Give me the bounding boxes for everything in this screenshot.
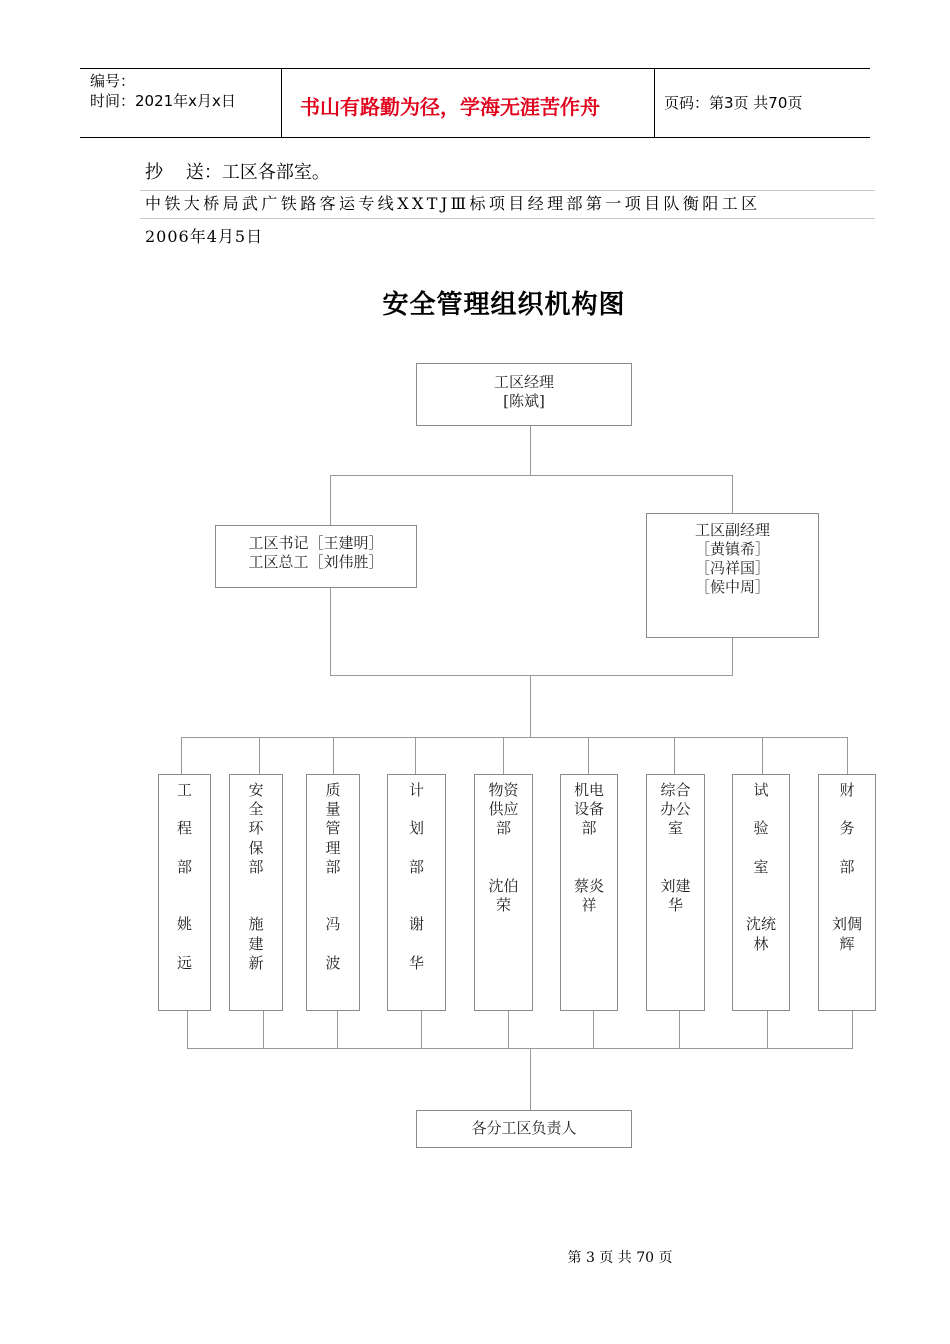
- department-text: [819, 839, 875, 858]
- department-box: [158, 774, 211, 1011]
- department-text: 质: [325, 781, 341, 799]
- department-text: 波: [325, 953, 341, 972]
- department-text: 试: [753, 781, 769, 799]
- connector-line: [333, 737, 334, 774]
- department-text: 部: [325, 857, 341, 876]
- department-text: [475, 858, 532, 877]
- doc-date: 2006年4月5日: [145, 227, 264, 246]
- connector-line: [421, 1010, 422, 1048]
- department-text: [647, 839, 704, 858]
- connector-line: [679, 1010, 680, 1048]
- department-text: 物资: [488, 781, 519, 799]
- department-text: 荣: [495, 896, 511, 915]
- header-divider: [281, 69, 282, 137]
- department-text: 环: [248, 819, 264, 838]
- connector-line: [762, 737, 763, 774]
- department-box: [560, 774, 618, 1011]
- connector-line: [187, 1048, 853, 1049]
- connector-line: [732, 637, 733, 675]
- department-text: 林: [753, 934, 769, 953]
- department-text: 部: [839, 857, 855, 876]
- sub-area-leaders-box: [416, 1110, 632, 1148]
- department-text: 部: [176, 857, 192, 876]
- department-text: 辉: [839, 934, 855, 953]
- department-text: [159, 935, 210, 954]
- department-text: 综合: [660, 781, 691, 799]
- department-text: 安: [248, 781, 264, 799]
- department-text: [230, 896, 282, 915]
- department-text: 沈统: [745, 915, 776, 934]
- department-text: 沈伯: [488, 876, 519, 895]
- manager-person: [陈斌]: [503, 392, 545, 410]
- department-text: 工: [176, 781, 192, 799]
- department-text: [159, 839, 210, 858]
- department-text: 部: [495, 819, 511, 838]
- connector-line: [263, 1010, 264, 1048]
- connector-line: [732, 475, 733, 513]
- department-text: [388, 877, 445, 896]
- secretary-box: [215, 525, 417, 588]
- connector-line: [503, 737, 504, 774]
- department-box: [306, 774, 360, 1011]
- department-text: 室: [667, 819, 683, 838]
- department-text: 华: [408, 953, 424, 972]
- department-text: 供应: [488, 800, 519, 819]
- connector-line: [530, 425, 531, 475]
- department-box: [818, 774, 876, 1011]
- department-text: 姚: [176, 915, 192, 934]
- department-box: [387, 774, 446, 1011]
- manager-title: 工区经理: [493, 373, 554, 391]
- connector-line: [330, 587, 331, 675]
- connector-line: [767, 1010, 768, 1048]
- department-text: 施: [248, 915, 264, 934]
- deputy-person: ［黄镇希］: [694, 540, 770, 558]
- connector-line: [593, 1010, 594, 1048]
- department-text: 量: [325, 800, 341, 819]
- deputy-box: [646, 513, 819, 638]
- department-text: 部: [408, 857, 424, 876]
- connector-line: [508, 1010, 509, 1048]
- department-text: [819, 896, 875, 915]
- department-text: [388, 839, 445, 858]
- department-text: 部: [581, 819, 597, 838]
- department-text: 刘建: [660, 876, 691, 895]
- department-text: [159, 877, 210, 896]
- department-text: 计: [408, 781, 424, 799]
- sub-area-leaders-label: 各分工区负责人: [471, 1119, 577, 1137]
- department-text: [307, 935, 359, 954]
- department-text: 程: [176, 819, 192, 838]
- connector-line: [588, 737, 589, 774]
- department-text: [159, 800, 210, 819]
- department-box: [474, 774, 533, 1011]
- department-box: [229, 774, 283, 1011]
- department-text: [388, 896, 445, 915]
- department-text: 部: [248, 857, 264, 876]
- department-text: 管: [325, 819, 341, 838]
- page-info: 页码：第3页 共70页: [664, 94, 803, 112]
- department-text: 建: [248, 934, 264, 953]
- department-text: 验: [753, 819, 769, 838]
- page-footer: 第 3 页 共 70 页: [567, 1250, 673, 1266]
- page-header: [80, 68, 870, 138]
- department-text: 新: [248, 953, 264, 972]
- copy-to: 抄 送：工区各部室。: [145, 162, 330, 183]
- department-text: [230, 877, 282, 896]
- connector-line: [415, 737, 416, 774]
- department-text: [561, 858, 617, 877]
- department-text: [647, 858, 704, 877]
- department-text: 理: [325, 838, 341, 857]
- department-text: 冯: [325, 915, 341, 934]
- department-box: [732, 774, 790, 1011]
- department-text: [819, 877, 875, 896]
- department-text: [561, 839, 617, 858]
- department-text: 祥: [581, 896, 597, 915]
- department-text: 室: [753, 857, 769, 876]
- connector-line: [852, 1010, 853, 1048]
- department-text: 财: [839, 781, 855, 799]
- department-text: 保: [248, 838, 264, 857]
- connector-line: [181, 737, 848, 738]
- department-box: [646, 774, 705, 1011]
- department-text: 谢: [408, 915, 424, 934]
- connector-line: [847, 737, 848, 774]
- department-text: 远: [176, 953, 192, 972]
- secretary-line: 工区书记［王建明］: [248, 534, 384, 552]
- connector-line: [181, 737, 182, 774]
- connector-line: [259, 737, 260, 774]
- department-text: 华: [667, 896, 683, 915]
- department-text: [159, 896, 210, 915]
- manager-box: [416, 363, 632, 426]
- deputy-title: 工区副经理: [694, 521, 770, 539]
- department-text: 设备: [573, 800, 604, 819]
- department-text: [819, 800, 875, 819]
- department-text: 刘倜: [831, 915, 862, 934]
- motto: 书山有路勤为径，学海无涯苦作舟: [300, 95, 600, 119]
- deputy-person: ［冯祥国］: [694, 559, 770, 577]
- department-text: [733, 877, 789, 896]
- divider: [140, 218, 875, 219]
- connector-line: [330, 475, 331, 525]
- date-line: 时间：2021年x月x日: [90, 92, 236, 110]
- department-text: 办公: [660, 800, 691, 819]
- department-text: [733, 839, 789, 858]
- department-text: [388, 800, 445, 819]
- chart-title: 安全管理组织机构图: [382, 290, 626, 320]
- header-divider: [654, 69, 655, 137]
- department-text: 划: [408, 819, 424, 838]
- department-text: [388, 935, 445, 954]
- department-text: [733, 800, 789, 819]
- connector-line: [330, 475, 733, 476]
- department-text: [733, 896, 789, 915]
- connector-line: [530, 1048, 531, 1110]
- connector-line: [337, 1010, 338, 1048]
- department-text: 机电: [573, 781, 604, 799]
- number-label: 编号：: [90, 72, 136, 90]
- deputy-person: ［候中周］: [694, 578, 770, 596]
- connector-line: [530, 675, 531, 737]
- organization-line: 中铁大桥局武广铁路客运专线XXTJⅢ标项目经理部第一项目队衡阳工区: [145, 194, 761, 213]
- department-text: [475, 839, 532, 858]
- connector-line: [674, 737, 675, 774]
- department-text: 蔡炎: [573, 876, 604, 895]
- chief-engineer-line: 工区总工［刘伟胜］: [248, 553, 384, 571]
- department-text: [307, 877, 359, 896]
- department-text: 务: [839, 819, 855, 838]
- department-text: [307, 896, 359, 915]
- connector-line: [330, 675, 733, 676]
- department-text: 全: [248, 800, 264, 819]
- connector-line: [187, 1010, 188, 1048]
